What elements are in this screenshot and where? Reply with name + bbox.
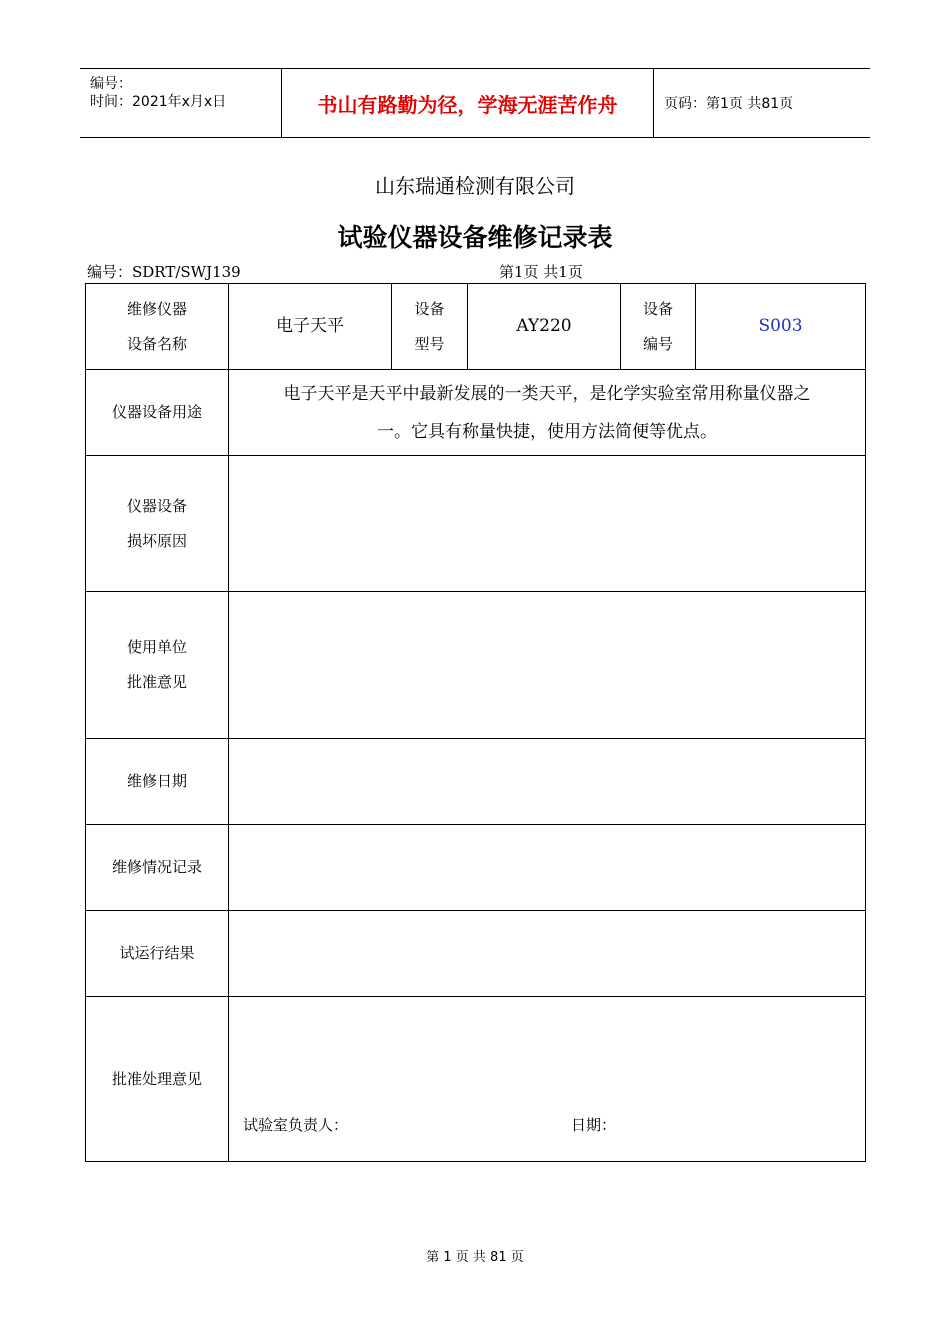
form-page-info: 第1页 共1页 [499, 263, 583, 281]
table-row [86, 592, 866, 739]
device-name-label-line2: 设备名称 [126, 334, 187, 353]
device-name-label [86, 284, 229, 370]
header-number-label: 编号： [90, 76, 132, 92]
lab-head-label: 试验室负责人： [243, 1115, 349, 1134]
form-code: 编号：SDRT/SWJ139 [87, 263, 241, 281]
header-page-label: 页码：第1页 共81页 [664, 96, 794, 112]
signature-area [229, 998, 865, 1161]
table-row [86, 825, 866, 911]
unit-approval-field[interactable] [229, 592, 866, 739]
usage-line-2: 一。它具有称量快捷，使用方法简便等优点。 [377, 421, 717, 442]
page-footer: 第 1 页 共 81 页 [426, 1250, 524, 1265]
table-row [86, 997, 866, 1162]
form-title: 试验仪器设备维修记录表 [337, 223, 613, 252]
usage-label: 仪器设备用途 [86, 370, 229, 456]
model-label-line2: 型号 [414, 334, 445, 353]
date-label: 日期： [571, 1115, 617, 1134]
repair-record-label: 维修情况记录 [86, 825, 229, 911]
device-name-value[interactable]: 电子天平 [229, 284, 392, 370]
damage-cause-label-line1: 仪器设备 [126, 496, 187, 515]
approval-field[interactable] [229, 997, 866, 1162]
table-row [86, 456, 866, 592]
table-row [86, 911, 866, 997]
serial-value[interactable]: S003 [696, 284, 866, 370]
repair-date-label: 维修日期 [86, 739, 229, 825]
unit-approval-label-line2: 批准意见 [126, 673, 187, 691]
damage-cause-label [86, 456, 229, 592]
table-row [86, 370, 866, 456]
trial-result-label: 试运行结果 [86, 911, 229, 997]
company-name: 山东瑞通检测有限公司 [375, 174, 575, 198]
trial-result-field[interactable] [229, 911, 866, 997]
model-value[interactable]: AY220 [468, 284, 621, 370]
header-motto: 书山有路勤为径，学海无涯苦作舟 [282, 69, 654, 137]
header-time-label: 时间：2021年x月x日 [90, 94, 227, 110]
unit-approval-label [86, 592, 229, 739]
table-row [86, 739, 866, 825]
usage-line-1: 电子天平是天平中最新发展的一类天平，是化学实验室常用称量仪器之 [283, 383, 811, 404]
serial-label-line2: 编号 [642, 334, 673, 353]
repair-date-field[interactable] [229, 739, 866, 825]
repair-record-field[interactable] [229, 825, 866, 911]
unit-approval-label-line1: 使用单位 [126, 638, 187, 656]
model-label-line1: 设备 [414, 299, 445, 318]
device-name-label-line1: 维修仪器 [126, 299, 187, 318]
table-row [86, 284, 866, 370]
approval-label: 批准处理意见 [86, 997, 229, 1162]
serial-label [621, 284, 696, 370]
damage-cause-label-line2: 损坏原因 [126, 531, 187, 550]
serial-label-line1: 设备 [642, 299, 673, 318]
damage-cause-field[interactable] [229, 456, 866, 592]
page-header [80, 68, 870, 138]
header-meta [80, 69, 282, 137]
model-label [392, 284, 468, 370]
repair-record-table [85, 283, 866, 1162]
usage-value[interactable] [229, 370, 866, 456]
